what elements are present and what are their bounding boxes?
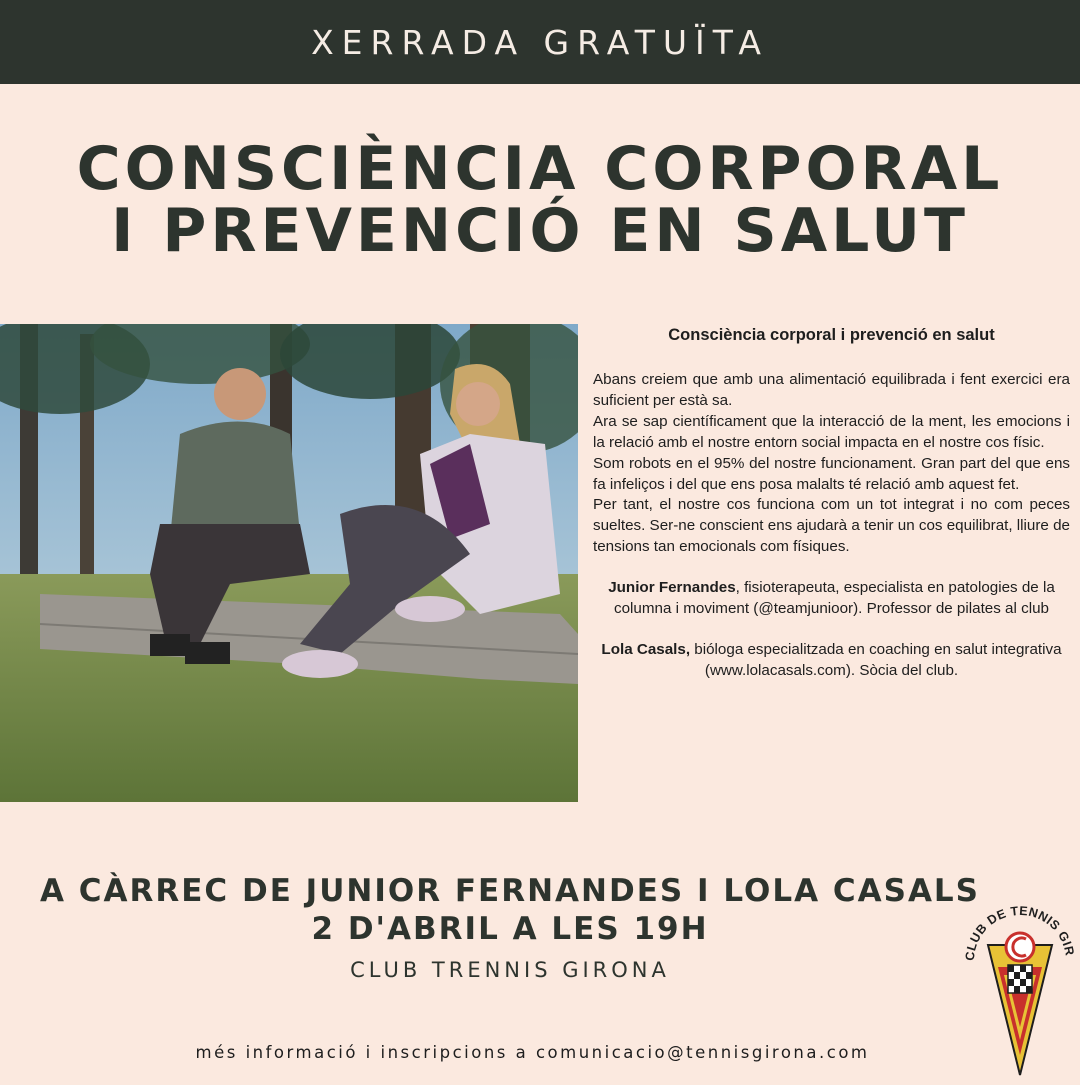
contact-footer: més informació i inscripcions a comunicacio@tennisgirona.com [195,1043,870,1062]
header-label: XERRADA GRATUÏTA [311,22,769,62]
event-date: 2 D'ABRIL A LES 19H [311,911,709,947]
title-line-2: I PREVENCIÓ EN SALUT [111,196,969,266]
event-speakers: A CÀRREC DE JUNIOR FERNANDES I LOLA CASALS [39,873,981,909]
article-paragraph: Som robots en el 95% del nostre funcionament. Gran part del que ens fa infeliços i del que ens posa malalts té relació amb aquest fet. [593,454,1070,493]
article-paragraph: Ara se sap científicament que la interacció de la ment, les emocions i la relació amb el nostre entorn social impacta en el nostre cos físic. [593,412,1070,451]
bio-text: , fisioterapeuta, especialista en patologies de la columna i moviment (@teamjunioor). Professor de pilates al club [614,579,1055,618]
page-title [0,134,1080,266]
title-line-1: CONSCIÈNCIA CORPORAL [76,134,1004,204]
bio-text: bióloga especialitzada en coaching en salut integrativa (www.lolacasals.com). Sòcia del club. [690,640,1062,679]
bio-name: Lola Casals, [601,640,691,658]
club-crest-icon [960,895,1080,1080]
bio-junior-fernandes [593,578,1070,620]
event-venue: CLUB TRENNIS GIRONA [350,958,670,982]
speakers-photo [0,324,578,802]
article-heading: Consciència corporal i prevenció en salut [668,326,995,344]
event-info [0,872,1020,948]
article-paragraph: Abans creiem que amb una alimentació equilibrada i fent exercici era suficient per està sa. [593,371,1070,409]
svg-text:CLUB DE TENNIS GIRONA: CLUB DE TENNIS GIR [962,903,1077,962]
bio-name: Junior Fernandes [608,579,736,597]
article-text [593,324,1070,682]
header-banner [0,0,1080,84]
bio-lola-casals [593,640,1070,682]
article-paragraph: Per tant, el nostre cos funciona com un tot integrat i no com peces sueltes. Ser-ne conscient ens ajudarà a tenir un cos equilibrat, lliure de tensions tan emocionals com físiques. [593,496,1070,556]
